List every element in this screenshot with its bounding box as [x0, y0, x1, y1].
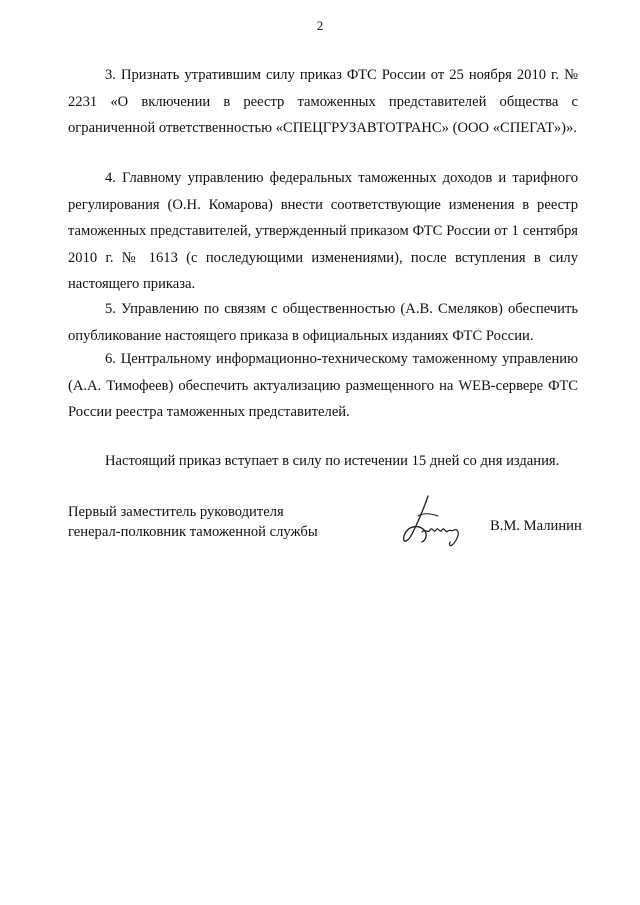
signatory-position-line-2: генерал-полковник таможенной службы: [68, 524, 318, 540]
paragraph-item-3: 3. Признать утратившим силу приказ ФТС России от 25 ноября 2010 г. № 2231 «О включении в реестр таможенных представителей общества с ограниченной ответственностью «СПЕЦГРУЗАВТОТРАНС» (ООО «СПЕГАТ»)».: [68, 67, 578, 136]
paragraph-item-6: 6. Центральному информационно-техническому таможенному управлению (А.А. Тимофеев) обеспечить актуализацию размещенного на WEB-сервере ФТС России реестра таможенных представителей.: [68, 351, 578, 420]
signatory-position: [68, 502, 318, 542]
handwritten-signature-icon: [398, 494, 468, 550]
page-number: 2: [316, 18, 324, 33]
signatory-position-line-1: Первый заместитель руководителя: [68, 504, 284, 520]
paragraph-effective-date: Настоящий приказ вступает в силу по истечении 15 дней со дня издания.: [105, 453, 560, 469]
signatory-name: В.М. Малинин: [490, 518, 582, 534]
paragraph-item-5: 5. Управлению по связям с общественностью (А.В. Смеляков) обеспечить опубликование настоящего приказа в официальных изданиях ФТС России.: [68, 301, 578, 344]
paragraph-item-4: 4. Главному управлению федеральных таможенных доходов и тарифного регулирования (О.Н. Комарова) внести соответствующие изменения в реестр таможенных представителей, утвержденный приказом ФТС России от 1 сентября 2010 г. № 1613 (с последующими изменениями), после вступления в силу настоящего приказа.: [68, 170, 578, 292]
